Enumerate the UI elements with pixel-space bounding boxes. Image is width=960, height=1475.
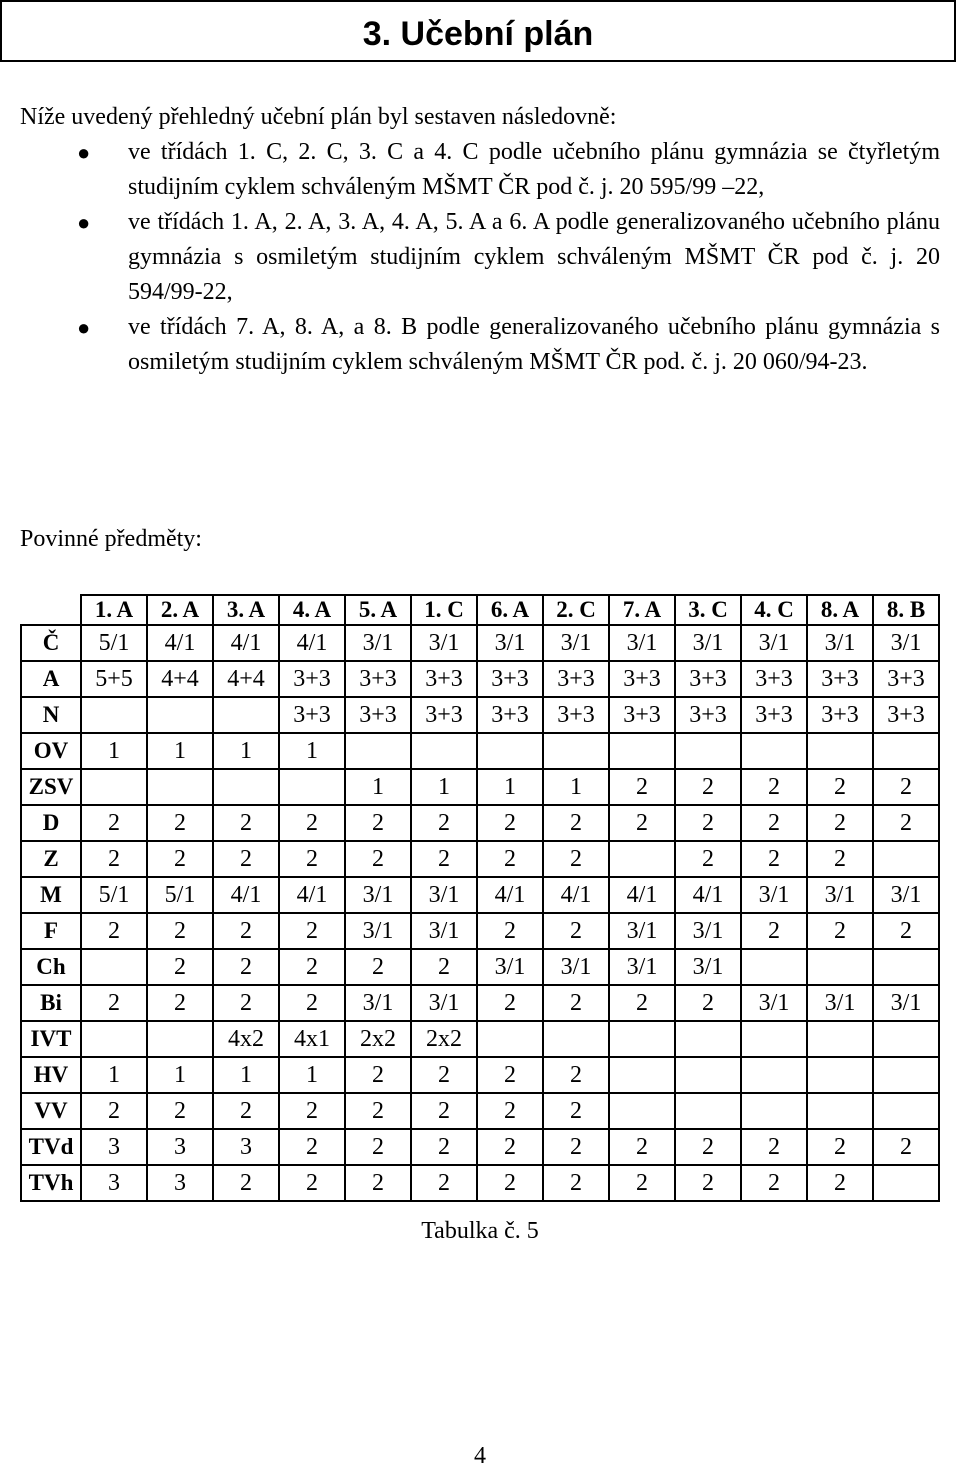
table-cell: 2 <box>477 1093 543 1129</box>
table-cell: 1 <box>213 1057 279 1093</box>
table-cell: 2 <box>543 985 609 1021</box>
table-cell: 4/1 <box>213 877 279 913</box>
column-header: 6. A <box>477 595 543 625</box>
table-row <box>21 697 939 733</box>
table-cell <box>873 1057 939 1093</box>
table-cell: 3/1 <box>807 877 873 913</box>
table-cell: 2 <box>213 805 279 841</box>
table-cell <box>675 1021 741 1057</box>
table-cell: 2 <box>81 913 147 949</box>
table-row <box>21 913 939 949</box>
table-row <box>21 625 939 661</box>
bullet-item <box>20 205 940 310</box>
table-row <box>21 661 939 697</box>
table-cell: 2 <box>741 769 807 805</box>
table-cell <box>147 697 213 733</box>
table-cell: 2 <box>411 1057 477 1093</box>
table-cell: 2 <box>675 841 741 877</box>
curriculum-table <box>20 594 940 1202</box>
table-cell: 2 <box>477 1129 543 1165</box>
table-row <box>21 1129 939 1165</box>
table-cell <box>81 949 147 985</box>
row-subject: IVT <box>21 1021 81 1057</box>
table-cell <box>675 1057 741 1093</box>
table-cell: 2 <box>477 1165 543 1201</box>
table-cell: 2 <box>279 841 345 877</box>
table-cell: 2 <box>807 913 873 949</box>
table-cell: 2 <box>147 805 213 841</box>
table-cell <box>741 733 807 769</box>
table-cell: 2 <box>279 805 345 841</box>
table-cell: 3/1 <box>345 877 411 913</box>
table-cell: 3+3 <box>543 661 609 697</box>
table-cell: 2 <box>213 985 279 1021</box>
table-cell: 4x2 <box>213 1021 279 1057</box>
table-cell: 5/1 <box>81 625 147 661</box>
table-cell <box>81 697 147 733</box>
table-cell: 3/1 <box>345 985 411 1021</box>
table-cell: 2 <box>147 985 213 1021</box>
bullet-text: ve třídách 1. C, 2. C, 3. C a 4. C podle učebního plánu gymnázia se čtyřletým studijním cyklem schváleným MŠMT ČR pod č. j. 20 595/99 –22, <box>128 139 940 200</box>
table-cell: 2 <box>741 841 807 877</box>
table-cell: 3+3 <box>345 661 411 697</box>
row-subject: A <box>21 661 81 697</box>
table-cell: 2 <box>741 913 807 949</box>
table-cell: 1 <box>147 733 213 769</box>
table-cell <box>609 1093 675 1129</box>
table-cell: 5/1 <box>81 877 147 913</box>
table-cell: 2 <box>609 805 675 841</box>
table-cell: 2 <box>807 1165 873 1201</box>
table-cell: 3/1 <box>873 985 939 1021</box>
table-cell: 2 <box>411 949 477 985</box>
table-cell: 3/1 <box>675 913 741 949</box>
table-cell: 3+3 <box>411 661 477 697</box>
table-cell <box>147 769 213 805</box>
table-row <box>21 733 939 769</box>
table-cell: 3/1 <box>411 913 477 949</box>
row-subject: Ch <box>21 949 81 985</box>
table-row <box>21 1165 939 1201</box>
table-row <box>21 877 939 913</box>
table-cell: 3 <box>81 1165 147 1201</box>
table-cell <box>807 733 873 769</box>
table-cell: 2 <box>411 1165 477 1201</box>
table-cell: 2 <box>147 1093 213 1129</box>
table-cell <box>213 697 279 733</box>
table-cell: 3/1 <box>543 625 609 661</box>
table-cell: 3 <box>213 1129 279 1165</box>
table-cell: 2 <box>675 805 741 841</box>
table-cell <box>147 1021 213 1057</box>
intro-text: Níže uvedený přehledný učební plán byl sestaven následovně: <box>20 104 617 130</box>
table-cell: 3/1 <box>345 913 411 949</box>
table-cell: 2 <box>477 985 543 1021</box>
table-cell: 3/1 <box>741 985 807 1021</box>
table-cell: 2 <box>741 805 807 841</box>
table-cell: 3/1 <box>345 625 411 661</box>
table-cell: 3/1 <box>411 985 477 1021</box>
column-header: 2. A <box>147 595 213 625</box>
table-cell: 2 <box>609 985 675 1021</box>
table-cell: 3 <box>147 1165 213 1201</box>
table-cell: 4+4 <box>147 661 213 697</box>
table-row <box>21 1021 939 1057</box>
table-cell <box>873 1093 939 1129</box>
page-number: 4 <box>474 1443 486 1469</box>
column-header: 4. C <box>741 595 807 625</box>
table-cell: 2 <box>147 841 213 877</box>
table-cell: 3/1 <box>741 877 807 913</box>
table-cell: 2 <box>477 841 543 877</box>
table-cell: 2 <box>279 1165 345 1201</box>
table-cell: 2 <box>345 805 411 841</box>
table-cell <box>873 733 939 769</box>
table-cell: 2 <box>411 841 477 877</box>
table-cell: 2 <box>81 805 147 841</box>
table-cell: 1 <box>147 1057 213 1093</box>
table-cell: 2 <box>807 841 873 877</box>
table-cell: 3+3 <box>477 661 543 697</box>
table-cell <box>213 769 279 805</box>
table-cell: 2 <box>147 913 213 949</box>
subheading: Povinné předměty: <box>20 526 202 552</box>
table-cell <box>477 1021 543 1057</box>
table-cell <box>741 1021 807 1057</box>
table-cell: 2 <box>477 805 543 841</box>
table-cell: 3+3 <box>807 661 873 697</box>
table-cell: 3+3 <box>741 697 807 733</box>
column-header: 8. A <box>807 595 873 625</box>
row-subject: TVd <box>21 1129 81 1165</box>
table-cell <box>81 1021 147 1057</box>
column-header: 1. A <box>81 595 147 625</box>
row-subject: M <box>21 877 81 913</box>
table-cell: 2 <box>741 1129 807 1165</box>
row-subject: OV <box>21 733 81 769</box>
table-cell: 2 <box>873 805 939 841</box>
table-cell <box>873 949 939 985</box>
table-row <box>21 985 939 1021</box>
table-cell: 2 <box>543 1057 609 1093</box>
table-cell: 2 <box>81 985 147 1021</box>
table-cell <box>609 1021 675 1057</box>
table-cell <box>543 1021 609 1057</box>
table-cell: 2 <box>807 1129 873 1165</box>
table-cell: 2 <box>675 985 741 1021</box>
table-cell <box>279 769 345 805</box>
table-cell: 2 <box>543 1129 609 1165</box>
table-cell: 2 <box>873 769 939 805</box>
table-cell: 3/1 <box>741 625 807 661</box>
table-cell: 3+3 <box>609 661 675 697</box>
table-row <box>21 805 939 841</box>
table-cell: 3/1 <box>609 913 675 949</box>
table-cell: 5/1 <box>147 877 213 913</box>
table-cell: 1 <box>279 733 345 769</box>
table-cell: 2 <box>81 1093 147 1129</box>
table-cell <box>741 1093 807 1129</box>
table-cell: 2 <box>81 841 147 877</box>
table-cell: 2 <box>345 1165 411 1201</box>
table-cell <box>675 1093 741 1129</box>
table-header-row <box>21 595 939 625</box>
table-cell: 4/1 <box>477 877 543 913</box>
table-cell <box>477 733 543 769</box>
row-subject: F <box>21 913 81 949</box>
table-cell: 3+3 <box>675 661 741 697</box>
table-cell: 1 <box>411 769 477 805</box>
table-cell: 3+3 <box>279 661 345 697</box>
column-header: 3. C <box>675 595 741 625</box>
table-cell: 3/1 <box>807 985 873 1021</box>
table-cell: 3/1 <box>543 949 609 985</box>
bullet-text: ve třídách 1. A, 2. A, 3. A, 4. A, 5. A a 6. A podle generalizovaného učebního plánu gymnázia s osmiletým studijním cyklem schváleným MŠMT ČR pod č. j. 20 594/99-22, <box>128 209 940 305</box>
table-cell <box>609 841 675 877</box>
table-cell: 3/1 <box>675 949 741 985</box>
table-cell: 2 <box>345 1129 411 1165</box>
table-cell: 2 <box>741 1165 807 1201</box>
table-cell: 2 <box>873 913 939 949</box>
title-box <box>0 0 956 62</box>
row-subject: Z <box>21 841 81 877</box>
table-cell: 4/1 <box>147 625 213 661</box>
table-cell: 3/1 <box>411 877 477 913</box>
table-cell: 3+3 <box>741 661 807 697</box>
table-cell: 2 <box>477 1057 543 1093</box>
table-cell <box>675 733 741 769</box>
table-cell: 2 <box>543 1093 609 1129</box>
table-cell: 3+3 <box>675 697 741 733</box>
table-cell: 1 <box>279 1057 345 1093</box>
bullet-list <box>20 135 940 380</box>
table-cell: 3+3 <box>279 697 345 733</box>
table-cell: 2 <box>345 1093 411 1129</box>
table-cell <box>807 1021 873 1057</box>
table-cell: 2x2 <box>411 1021 477 1057</box>
table-row <box>21 1093 939 1129</box>
table-cell <box>807 1093 873 1129</box>
table-cell: 2 <box>213 1093 279 1129</box>
table-cell: 4/1 <box>675 877 741 913</box>
table-cell <box>411 733 477 769</box>
row-subject: Č <box>21 625 81 661</box>
column-header: 5. A <box>345 595 411 625</box>
table-cell: 3/1 <box>477 949 543 985</box>
table-cell: 2 <box>873 1129 939 1165</box>
table-cell: 2 <box>279 1129 345 1165</box>
table-cell: 4/1 <box>279 877 345 913</box>
row-subject: N <box>21 697 81 733</box>
table-cell <box>741 949 807 985</box>
table-row <box>21 949 939 985</box>
table-cell <box>807 1057 873 1093</box>
bullet-icon: ● <box>77 315 91 340</box>
table-cell: 3/1 <box>609 949 675 985</box>
table-cell: 4+4 <box>213 661 279 697</box>
table-cell: 3 <box>81 1129 147 1165</box>
table-cell: 3/1 <box>411 625 477 661</box>
table-cell <box>741 1057 807 1093</box>
table-cell: 2 <box>411 1093 477 1129</box>
table-cell <box>873 1165 939 1201</box>
table-cell: 3/1 <box>609 625 675 661</box>
table-cell: 2 <box>609 1165 675 1201</box>
table-cell: 1 <box>81 1057 147 1093</box>
table-caption: Tabulka č. 5 <box>421 1218 539 1244</box>
table-cell <box>873 1021 939 1057</box>
table-cell: 2 <box>807 805 873 841</box>
table-row <box>21 1057 939 1093</box>
column-header: 3. A <box>213 595 279 625</box>
table-cell: 3+3 <box>543 697 609 733</box>
table-cell: 2 <box>543 805 609 841</box>
table-body <box>21 625 939 1201</box>
table-cell: 3+3 <box>873 697 939 733</box>
table-cell: 2 <box>147 949 213 985</box>
page-title: 3. Učební plán <box>362 15 594 53</box>
table-cell: 4/1 <box>279 625 345 661</box>
bullet-icon: ● <box>77 140 91 165</box>
table-cell: 3+3 <box>411 697 477 733</box>
table-cell: 3+3 <box>477 697 543 733</box>
table-cell: 2 <box>675 769 741 805</box>
table-cell: 3+3 <box>609 697 675 733</box>
bullet-item <box>20 135 940 205</box>
table-cell <box>81 769 147 805</box>
table-row <box>21 841 939 877</box>
row-subject: ZSV <box>21 769 81 805</box>
table-cell: 2 <box>213 1165 279 1201</box>
table-cell: 2 <box>213 949 279 985</box>
table-cell: 3+3 <box>345 697 411 733</box>
table-cell: 3/1 <box>873 877 939 913</box>
table-cell <box>609 1057 675 1093</box>
column-header: 4. A <box>279 595 345 625</box>
table-cell: 3+3 <box>807 697 873 733</box>
column-header: 7. A <box>609 595 675 625</box>
table-cell: 2 <box>345 949 411 985</box>
table-row <box>21 769 939 805</box>
table-cell: 2 <box>675 1129 741 1165</box>
column-header: 2. C <box>543 595 609 625</box>
table-cell: 3/1 <box>477 625 543 661</box>
table-cell: 2 <box>279 913 345 949</box>
table-cell: 2 <box>279 985 345 1021</box>
table-cell: 2 <box>609 1129 675 1165</box>
bullet-text: ve třídách 7. A, 8. A, a 8. B podle generalizovaného učebního plánu gymnázia s osmiletým studijním cyklem schváleným MŠMT ČR pod. č. j. 20 060/94-23. <box>128 314 940 375</box>
table-cell: 2 <box>807 769 873 805</box>
table-cell: 1 <box>345 769 411 805</box>
table-cell <box>543 733 609 769</box>
table-cell: 2 <box>411 1129 477 1165</box>
table-cell: 1 <box>543 769 609 805</box>
row-subject: TVh <box>21 1165 81 1201</box>
table-cell: 2 <box>279 949 345 985</box>
column-header: 8. B <box>873 595 939 625</box>
row-subject: Bi <box>21 985 81 1021</box>
table-cell: 2 <box>543 913 609 949</box>
table-cell: 3 <box>147 1129 213 1165</box>
row-subject: HV <box>21 1057 81 1093</box>
table-cell: 2 <box>609 769 675 805</box>
table-cell: 2 <box>477 913 543 949</box>
table-cell <box>807 949 873 985</box>
table-cell <box>609 733 675 769</box>
table-cell <box>345 733 411 769</box>
column-header: 1. C <box>411 595 477 625</box>
row-subject: D <box>21 805 81 841</box>
table-corner-cell <box>21 595 81 625</box>
row-subject: VV <box>21 1093 81 1129</box>
table-cell: 2 <box>411 805 477 841</box>
table-cell: 3/1 <box>873 625 939 661</box>
table-cell <box>873 841 939 877</box>
table-cell: 5+5 <box>81 661 147 697</box>
table-cell: 2 <box>345 1057 411 1093</box>
table-cell: 3+3 <box>873 661 939 697</box>
table-cell: 2 <box>213 841 279 877</box>
table-cell: 2x2 <box>345 1021 411 1057</box>
table-cell: 2 <box>279 1093 345 1129</box>
table-cell: 2 <box>213 913 279 949</box>
bullet-icon: ● <box>77 210 91 235</box>
table-cell: 4/1 <box>609 877 675 913</box>
table-cell: 2 <box>543 841 609 877</box>
table-cell: 1 <box>477 769 543 805</box>
table-cell: 4/1 <box>213 625 279 661</box>
table-cell: 1 <box>213 733 279 769</box>
table-cell: 2 <box>543 1165 609 1201</box>
table-cell: 1 <box>81 733 147 769</box>
table-cell: 4x1 <box>279 1021 345 1057</box>
table-cell: 4/1 <box>543 877 609 913</box>
bullet-item <box>20 310 940 380</box>
table-cell: 2 <box>345 841 411 877</box>
table-cell: 2 <box>675 1165 741 1201</box>
table-cell: 3/1 <box>807 625 873 661</box>
table-cell: 3/1 <box>675 625 741 661</box>
